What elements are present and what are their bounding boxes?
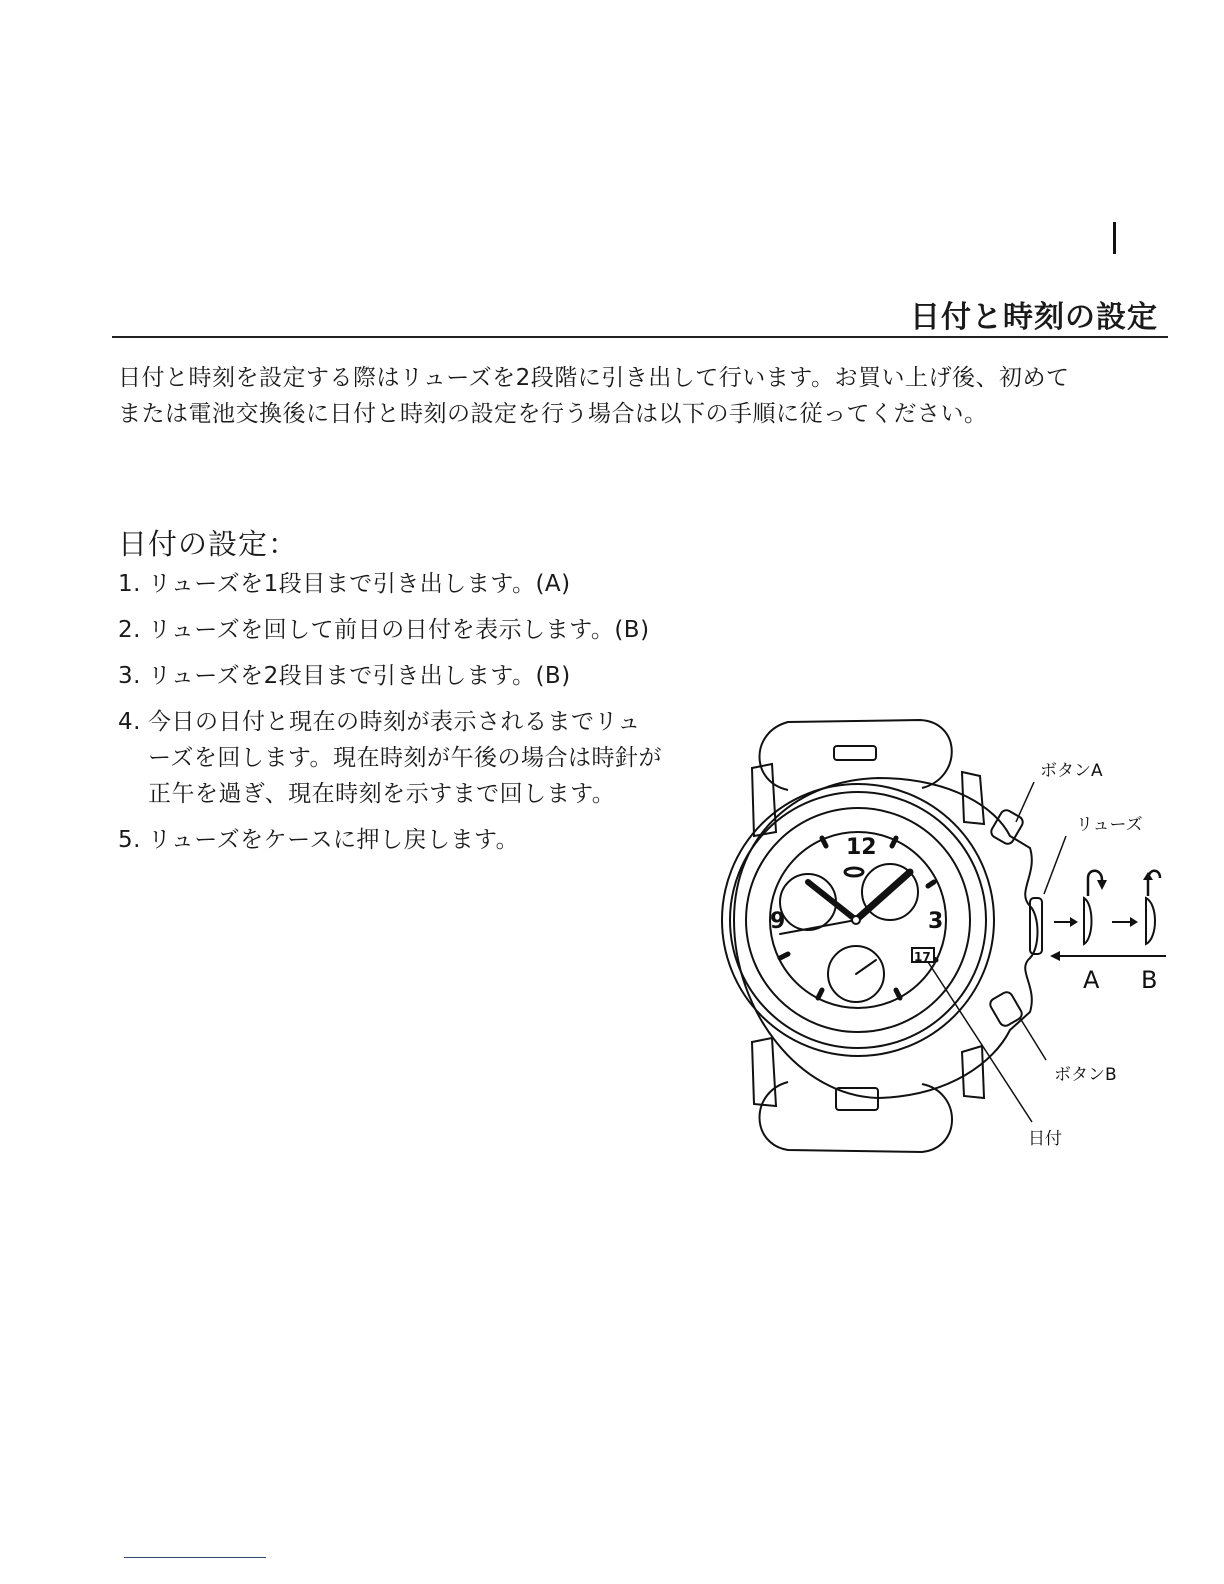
- intro-paragraph: [118, 360, 1168, 432]
- steps-list: [118, 566, 678, 868]
- dial-12: 12: [846, 835, 877, 860]
- section-title: 日付の設定：: [118, 527, 299, 561]
- step-item: [118, 566, 678, 602]
- strap-top-slot: [834, 746, 876, 760]
- intro-line-1: 日付と時刻を設定する際はリューズを2段階に引き出して行います。お買い上げ後、初めて: [118, 365, 1070, 391]
- lug-top-right: [962, 772, 984, 824]
- step-text: リューズをケースに押し戻します。: [148, 827, 520, 853]
- dial-9: 9: [770, 909, 786, 934]
- leader-lines: [928, 782, 1066, 1122]
- step-text: リューズを回して前日の日付を表示します。(B): [148, 617, 650, 643]
- label-position-b: B: [1141, 966, 1158, 994]
- watch-hands: [780, 872, 910, 974]
- label-crown: リューズ: [1076, 815, 1143, 835]
- step-item: [118, 704, 663, 812]
- label-button-a: ボタンA: [1040, 761, 1103, 781]
- logo-mark: [845, 868, 863, 876]
- intro-line-2: または電池交換後に日付と時刻の設定を行う場合は以下の手順に従ってください。: [118, 401, 988, 427]
- step-number: 5.: [118, 827, 141, 853]
- lug-bottom-left: [752, 1038, 776, 1106]
- step-text: 今日の日付と現在の時刻が表示されるまでリューズを回します。現在時刻が午後の場合は時針が正午を過ぎ、現在時刻を示すまで回します。: [148, 709, 663, 807]
- watch-illustration: [700, 712, 1180, 1162]
- step-number: 1.: [118, 571, 141, 597]
- label-position-a: A: [1083, 966, 1100, 994]
- page-marker: [1113, 222, 1116, 254]
- page-title: 日付と時刻の設定: [910, 300, 1158, 335]
- crown-pos-a: [1084, 898, 1092, 944]
- arrowheads: [1050, 917, 1138, 961]
- crown-pos-b: [1146, 898, 1155, 944]
- step-number: 4.: [118, 709, 141, 735]
- footer-rule: [124, 1557, 266, 1558]
- step-item: [118, 658, 678, 694]
- dial-3: 3: [928, 909, 944, 934]
- watch-diagram: [700, 712, 1180, 1162]
- label-date: 日付: [1028, 1129, 1062, 1149]
- date-window-value: 17: [914, 950, 931, 964]
- rotate-arrowhead-a: [1097, 880, 1107, 890]
- step-number: 2.: [118, 617, 141, 643]
- step-item: [118, 612, 678, 648]
- label-button-b: ボタンB: [1054, 1065, 1117, 1085]
- title-divider: [112, 336, 1168, 338]
- step-number: 3.: [118, 663, 141, 689]
- center-pin: [852, 916, 860, 924]
- lug-bottom-right: [962, 1046, 984, 1098]
- step-text: リューズを2段目まで引き出します。(B): [148, 663, 571, 689]
- step-item: [118, 822, 678, 858]
- step-text: リューズを1段目まで引き出します。(A): [148, 571, 571, 597]
- rotate-arrowhead-b: [1143, 872, 1153, 880]
- crown-positions: [1052, 898, 1166, 956]
